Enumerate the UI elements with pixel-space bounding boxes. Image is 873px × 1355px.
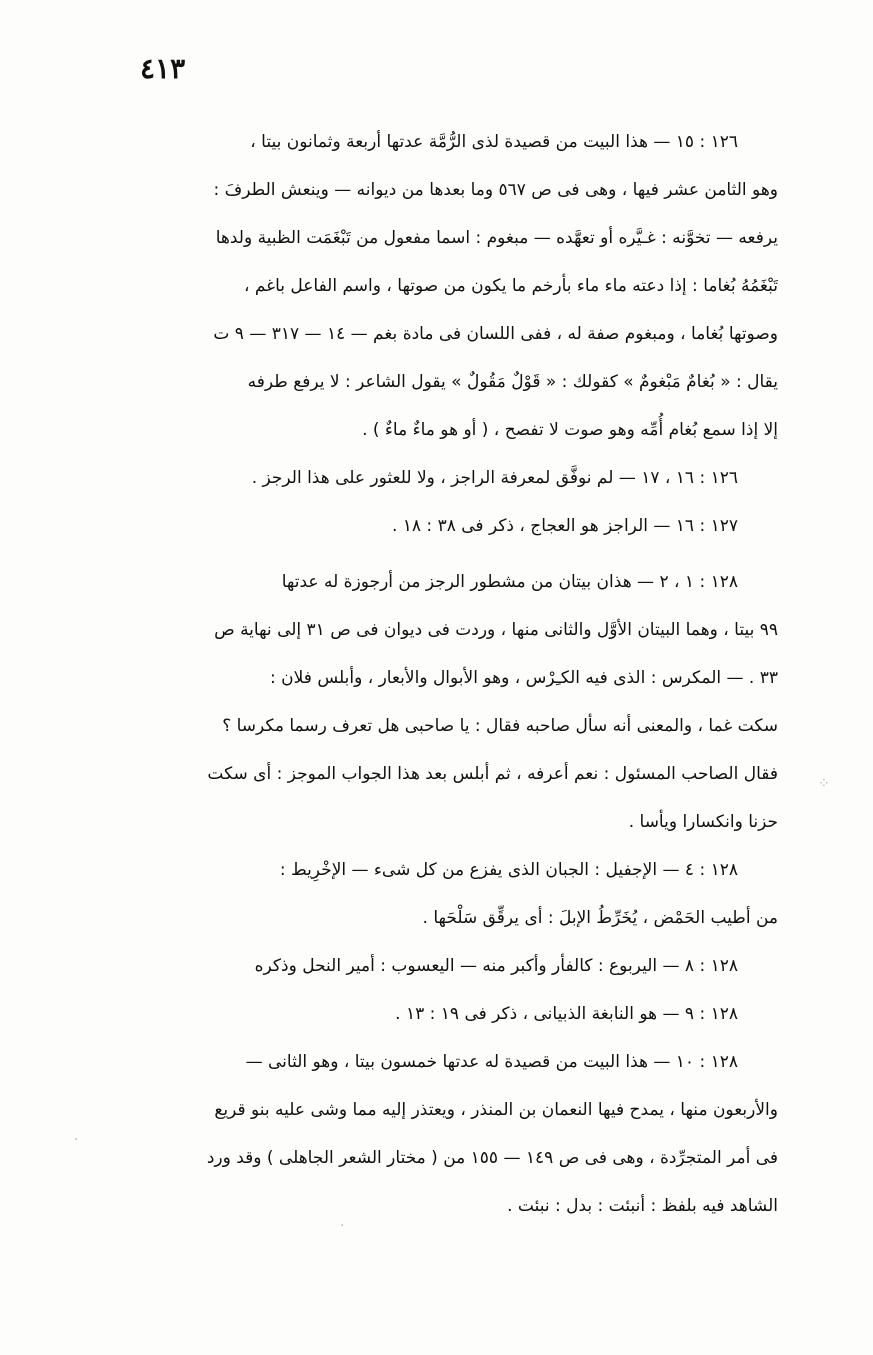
text-line: فى أمر المتجرِّدة ، وهى فى ص ١٤٩ — ١٥٥ من ( مختار الشعر الجاهلى ) وقد ورد — [206, 1148, 778, 1168]
note-128-1 — [78, 558, 778, 846]
text-line: الشاهد فيه بلفظ : أنبئت : بدل : نبئت . — [507, 1196, 778, 1216]
text-line: يقال : « بُغامٌ مَبْغومٌ » كقولك : « قَوْلٌ مَقُولٌ » يقول الشاعر : لا يرفع طرفه — [247, 372, 778, 392]
text-line: تَبْغَمُهُ بُغاما : إذا دعته ماء ماء بأرخم ما يكون من صوتها ، واسم الفاعل باغم ، — [243, 276, 778, 296]
text-line: ١٢٧ : ١٦ — الراجز هو العجاج ، ذكر فى ٣٨ : ١٨ . — [391, 516, 738, 536]
text-line: ١٢٦ : ١٥ — هذا البيت من قصيدة لذى الرُّمَّة عدتها أربعة وثمانون بيتا ، — [250, 132, 738, 152]
note-128-9 — [78, 990, 778, 1038]
note-128-4 — [78, 846, 778, 942]
text-line: وصوتها بُغاما ، ومبغوم صفة له ، ففى اللسان فى مادة بغم — ١٤ — ٣١٧ — ٩ ت — [213, 324, 778, 344]
text-line: ٩٩ بيتا ، وهما البيتان الأوَّل والثانى منها ، وردت فى ديوان فى ص ٣١ إلى نهاية ص — [214, 620, 778, 640]
page-number: ٤١٣ — [140, 52, 186, 85]
scan-speck: . — [74, 1128, 79, 1144]
note-126-15 — [78, 118, 778, 454]
text-line: ١٢٨ : ٤ — الإجفيل : الجبان الذى يفزع من كل شىء — الإخْرِيط : — [279, 860, 738, 880]
text-line: حزنا وانكسارا ويأسا . — [628, 812, 778, 832]
text-line: فقال الصاحب المسئول : نعم أعرفه ، ثم أبلس بعد هذا الجواب الموجز : أى سكت — [207, 764, 778, 784]
note-126-16 — [78, 454, 778, 502]
scan-speck: ⁘ — [818, 776, 830, 792]
text-line: ١٢٨ : ١ ، ٢ — هذان بيتان من مشطور الرجز من أرجوزة له عدتها — [281, 572, 738, 592]
text-line: ١٢٨ : ١٠ — هذا البيت من قصيدة له عدتها خمسون بيتا ، وهو الثانى — — [245, 1052, 738, 1072]
scan-speck: · — [340, 1218, 345, 1234]
text-line: ١٢٨ : ٨ — اليربوع : كالفأر وأكبر منه — اليعسوب : أمير النحل وذكره — [254, 956, 738, 976]
text-line: والأربعون منها ، يمدح فيها النعمان بن المنذر ، ويعتذر إليه مما وشى عليه بنو قريع — [214, 1100, 778, 1120]
note-127-16 — [78, 502, 778, 550]
text-line: وهو الثامن عشر فيها ، وهى فى ص ٥٦٧ وما بعدها من ديوانه — وينعش الطرفَ : — [213, 180, 778, 200]
text-line: ١٢٨ : ٩ — هو النابغة الذبيانى ، ذكر فى ١٩ : ١٣ . — [395, 1004, 738, 1024]
notes-body — [78, 118, 778, 1230]
note-128-10 — [78, 1038, 778, 1230]
text-line: سكت غما ، والمعنى أنه سأل صاحبه فقال : يا صاحبى هل تعرف رسما مكرسا ؟ — [222, 716, 778, 736]
text-line: إلا إذا سمع بُغام أُمِّه وهو صوت لا تفصح ، ( أو هو ماءٌ ماءٌ ) . — [362, 420, 778, 440]
text-line: ١٢٦ : ١٦ ، ١٧ — لم نوفَّق لمعرفة الراجز ، ولا للعثور على هذا الرجز . — [251, 468, 738, 488]
text-line: من أطيب الحَمْض ، يُخَرِّطُ الإبلَ : أى يرقِّق سَلْحَها . — [422, 908, 778, 928]
text-line: ٣٣ . — المكرس : الذى فيه الكـِرْس ، وهو الأبوال والأبعار ، وأبلس فلان : — [270, 668, 778, 688]
note-128-8 — [78, 942, 778, 990]
text-line: يرفعه — تخوَّنه : غـيَّره أو تعهَّده — مبغوم : اسما مفعول من تَبْغَمَت الظبية ولدها — [215, 228, 778, 248]
